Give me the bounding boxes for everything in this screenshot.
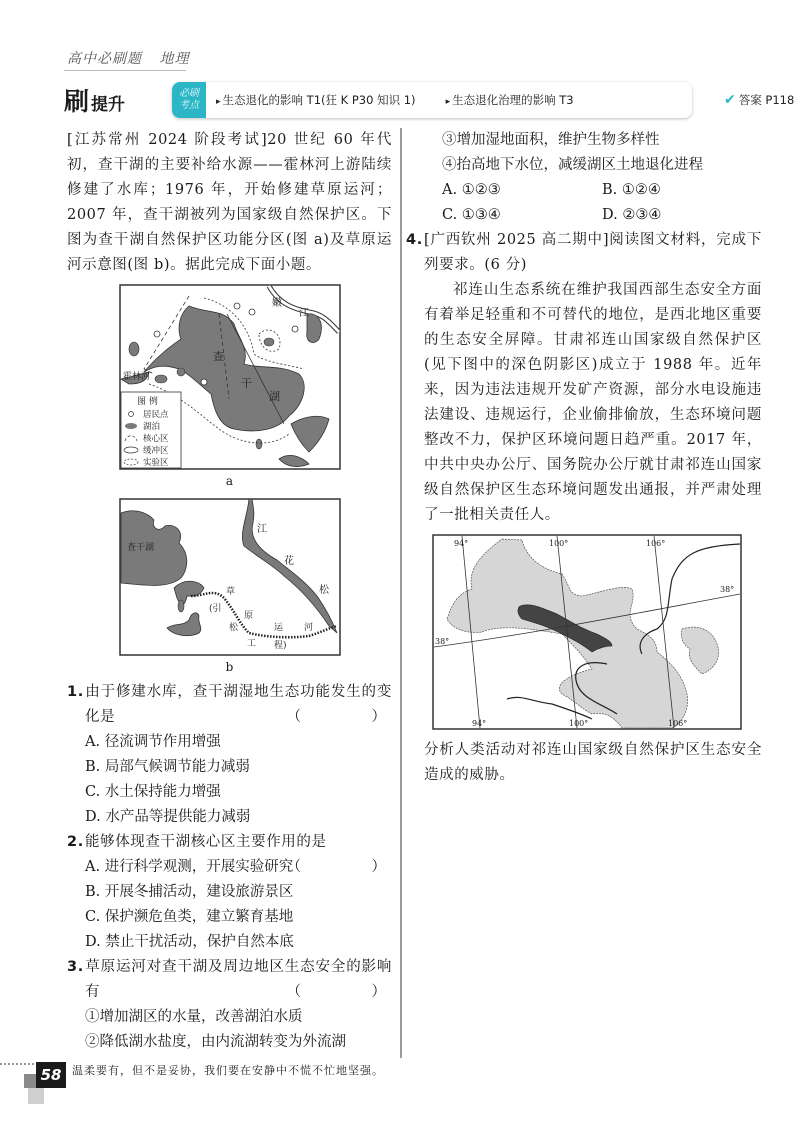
running-head <box>67 48 201 68</box>
svg-text:居民点: 居民点 <box>142 410 169 420</box>
svg-text:松: 松 <box>228 623 238 633</box>
page-number: 58 <box>36 1062 66 1088</box>
svg-text:湖: 湖 <box>268 390 280 403</box>
column-divider <box>400 128 402 1058</box>
svg-text:花: 花 <box>283 556 294 567</box>
question-stem: 草原运河对查干湖及周边地区生态安全的影响有 <box>85 959 392 1000</box>
svg-text:94°: 94° <box>472 719 487 728</box>
svg-text:河: 河 <box>303 623 313 633</box>
question-3: 3.草原运河对查干湖及周边地区生态安全的影响有 （ ） ①增加湖区的水量，改善湖泊水质 ②降低湖水盐度，由内流湖转变为外流湖 <box>67 955 392 1055</box>
chagan-lake-zoning-map <box>119 284 341 470</box>
svg-text:(引: (引 <box>208 604 222 614</box>
option-b[interactable]: B. 开展冬捕活动，建设旅游景区 <box>85 884 294 900</box>
svg-text:38°: 38° <box>720 585 735 594</box>
kaodian-item: ▸ 生态退化治理的影响 T3 <box>446 92 574 108</box>
statement-1: ①增加湖区的水量，改善湖泊水质 <box>85 1009 303 1025</box>
section-bar <box>64 82 795 118</box>
svg-text:106°: 106° <box>646 539 666 548</box>
kaodian-item: ▸ 生态退化的影响 T1(狂 K P30 知识 1) <box>216 92 416 108</box>
q4-passage: 祁连山生态系统在维护我国西部生态安全方面有着举足轻重和不可替代的地位，是西北地区重要的生态安全屏障。甘肃祁连山国家级自然保护区(见下图中的深色阴影区)成立于 1988 年。近年来，因为违法违规开发矿产资源，部分水电设施违法建设、违规运行，企业偷排偷放，生态环境问题整改不力，保护区环境问题日趋严重。2017 年，中共中央办公厅、国务院办公厅就甘肃祁连山国家级自然保护区生态环境问题发出通报，并严肃处理了一批相关责任人。 <box>424 282 762 523</box>
check-icon: ✔ <box>724 92 736 108</box>
option-b[interactable]: B. ①②④ <box>602 182 661 198</box>
option-d[interactable]: D. 水产品等提供能力减弱 <box>85 809 251 825</box>
statement-4: ④抬高地下水位，减缓湖区土地退化进程 <box>442 157 703 173</box>
decor-square <box>28 1088 44 1104</box>
footer-dots <box>0 1063 34 1065</box>
qilian-map <box>432 534 742 730</box>
svg-text:100°: 100° <box>569 719 589 728</box>
svg-text:94°: 94° <box>454 539 469 548</box>
section-title-small: 提升 <box>91 95 126 115</box>
svg-text:松: 松 <box>318 585 329 596</box>
svg-text:100°: 100° <box>549 539 569 548</box>
left-column <box>67 128 414 1055</box>
svg-text:图 例: 图 例 <box>136 397 158 407</box>
question-stem: 能够体现查干湖核心区主要作用的是 <box>85 834 327 850</box>
svg-text:实验区: 实验区 <box>142 458 169 468</box>
right-column <box>406 128 762 788</box>
section-title <box>64 82 125 118</box>
answer-reference: ✔ 答案 P118 <box>724 92 795 108</box>
option-a[interactable]: A. 进行科学观测，开展实验研究 <box>85 859 294 875</box>
question-1: 1.由于修建水库，查干湖湿地生态功能发生的变化是 （ ） A. 径流调节作用增强 B. 局部气候调节能力减弱 C. 水土保持能力增强 D. 水产品等提供能力减弱 <box>67 680 392 830</box>
svg-text:工: 工 <box>246 639 256 649</box>
svg-text:湖泊: 湖泊 <box>142 422 160 432</box>
option-d[interactable]: D. 禁止干扰活动，保护自然本底 <box>85 934 294 950</box>
option-a[interactable]: A. 径流调节作用增强 <box>85 734 221 750</box>
kaodian-box <box>172 82 692 118</box>
subject-title: 地理 <box>159 51 190 67</box>
question-2: 2.能够体现查干湖核心区主要作用的是 （ ） A. 进行科学观测，开展实验研究 B. 开展冬捕活动，建设旅游景区 C. 保护濒危鱼类，建立繁育基地 D. 禁止干扰活动，保护自然本底 <box>67 830 392 955</box>
svg-text:江: 江 <box>298 308 309 319</box>
question-4: 4.[广西钦州 2025 高二期中]阅读图文材料，完成下列要求。(6 分) 祁连山生态系统在维护我国西部生态安全方面有着举足轻重和不可替代的地位，是西北地区重要的生态安全屏障。甘肃祁连山国家级自然保护区(见下图中的深色阴影区)成立于 1988 年。近年来，因为违法违规开发矿产资源，部分水电设施违法建设、违规运行，企业偷排偷放，生态环境问题整改不力，保护区环境问题日趋严重。2017 年，中共中央办公厅、国务院办公厅就甘肃祁连山国家级自然保护区生态环境问题发出通报，并严肃处理了一批相关责任人。 94° 100° 106° 94° 100° 106° 38° 38° 分析人类活动对祁连山国家级自然保护区生态安全造成的威胁。 <box>424 228 762 788</box>
svg-text:原: 原 <box>243 611 253 621</box>
kaodian-tag: 必刷 考点 <box>172 82 206 118</box>
svg-text:查: 查 <box>212 350 224 363</box>
option-a[interactable]: A. ①②③ <box>442 182 501 198</box>
option-c[interactable]: C. 保护濒危鱼类，建立繁育基地 <box>85 909 294 925</box>
option-c[interactable]: C. 水土保持能力增强 <box>85 784 221 800</box>
svg-text:缓冲区: 缓冲区 <box>142 446 169 456</box>
svg-text:106°: 106° <box>668 719 688 728</box>
question-stem: 由于修建水库，查干湖湿地生态功能发生的变化是 <box>85 684 392 725</box>
section-title-big: 刷 <box>64 87 90 116</box>
option-c[interactable]: C. ①③④ <box>442 207 501 223</box>
svg-text:江: 江 <box>256 524 267 535</box>
svg-text:霍林河: 霍林河 <box>122 372 150 382</box>
figure-b-caption: b <box>225 660 234 674</box>
svg-text:运: 运 <box>273 623 283 633</box>
figure-b <box>119 498 341 676</box>
statement-2: ②降低湖水盐度，由内流湖转变为外流湖 <box>85 1034 346 1050</box>
svg-text:38°: 38° <box>435 637 450 646</box>
figure-a <box>119 284 341 490</box>
intro-passage: [江苏常州 2024 阶段考试]20 世纪 60 年代初，查干湖的主要补给水源——霍林河上游陆续修建了水库；1976 年，开始修建草原运河；2007 年，查干湖被列为国家级自然保护区。下图为查干湖自然保护区功能分区(图 a)及草原运河示意图(图 b)。据此完成下面小题。 <box>67 132 392 273</box>
qilian-reserve-map <box>432 534 742 730</box>
book-title: 高中必刷题 <box>67 51 142 67</box>
grassland-canal-map <box>119 498 341 656</box>
question-stem: [广西钦州 2025 高二期中]阅读图文材料，完成下列要求。(6 分) <box>424 232 762 273</box>
running-head-rule <box>64 70 186 71</box>
footer-motto: 温柔要有，但不是妥协，我们要在安静中不慌不忙地坚强。 <box>72 1064 384 1077</box>
answer-blank[interactable]: （ ） <box>286 709 414 725</box>
option-d[interactable]: D. ②③④ <box>602 207 662 223</box>
answer-blank[interactable]: （ ） <box>286 859 414 875</box>
svg-text:查干湖: 查干湖 <box>126 543 154 553</box>
statement-3: ③增加湿地面积，维护生物多样性 <box>442 132 660 148</box>
q4-task: 分析人类活动对祁连山国家级自然保护区生态安全造成的威胁。 <box>424 742 762 783</box>
svg-text:程): 程) <box>273 641 287 651</box>
svg-text:草: 草 <box>225 587 235 597</box>
figure-a-caption: a <box>225 474 234 488</box>
answer-blank[interactable]: （ ） <box>286 984 414 1000</box>
svg-text:嫩: 嫩 <box>271 298 282 309</box>
option-b[interactable]: B. 局部气候调节能力减弱 <box>85 759 250 775</box>
svg-text:核心区: 核心区 <box>142 434 169 444</box>
svg-text:干: 干 <box>240 377 252 390</box>
